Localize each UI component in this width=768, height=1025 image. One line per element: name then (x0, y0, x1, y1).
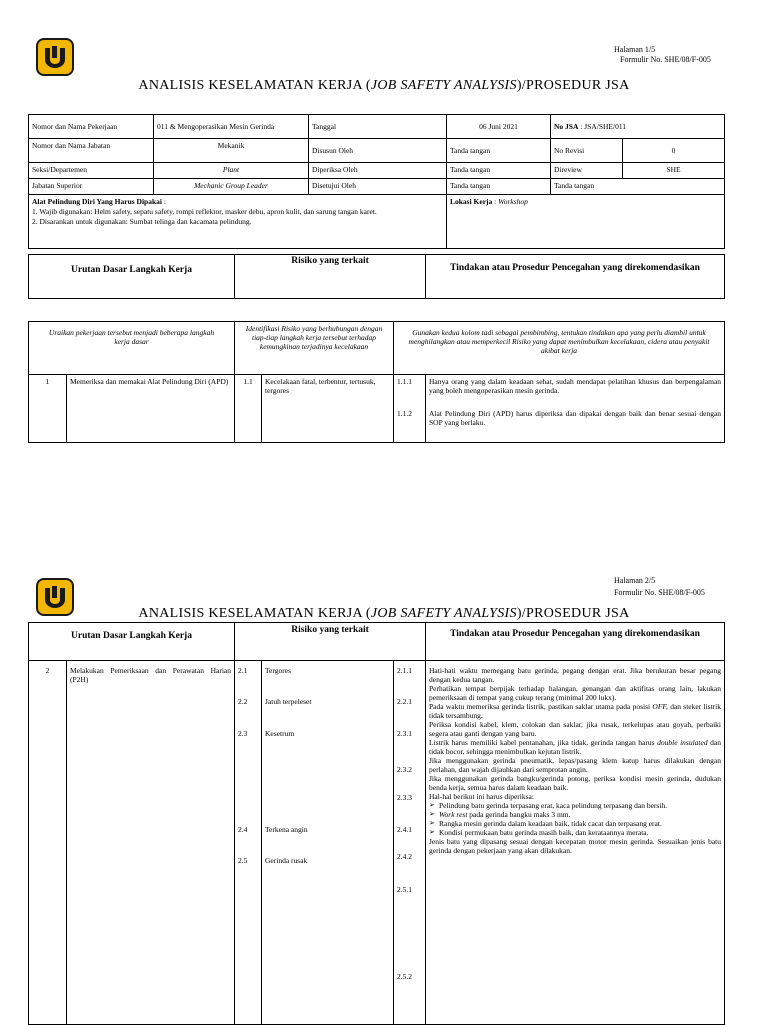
job-value: 011 & Mengoperasikan Mesin Gerinda (154, 115, 309, 139)
step-number: 1 (29, 375, 67, 443)
header-risks: Risiko yang terkait (235, 623, 426, 661)
location-section: Lokasi Kerja : Workshop (447, 195, 725, 249)
position-value: Mekanik (154, 139, 309, 163)
jsa-steps-table (28, 321, 725, 443)
position-label: Nomor dan Nama Jabatan (29, 139, 154, 163)
action-descriptions: Hati-hati waktu memegang batu gerinda, pegang dengan erat. Jika berukuran besar pegang dengan kedua tangan. Perhatikan tempat berpijak terhadap halangan, genangan dan aktifitas orang lain, lakukan pemeriksaan di tempat yang cukup terang (minimal 200 lukx). Pada waktu memeriksa gerinda listrik, pastikan saklar utama pada posisi OFF, dan steker listrik tidak tersambung. Periksa kondisi kabel, klem, colokan dan saklar, jika rusak, terkelupas atau goyah, perbaiki segera atau ganti dengan yang baru. Listrik harus memiliki kabel pentanahan, jika tidak, gerinda tangan harus double insulated dan tidak bocor, sehingga menimbulkan kejutan listrik. Jika menggunakan gerinda pneumatik, lepas/pasang klem katup harus dilakukan dengan perlahan, dan wajah dijauhkan dari semprotan angin. Jika menggunakan gerinda bangku/gerinda potong, periksa kondisi mesin gerinda, dudukan benda kerja, semua harus dalam keadaan baik. Hal-hal berikut ini harus diperiksa: ➢ Pelindung batu gerinda terpasang erat, kaca pelindung terpasang dan bersih. ➢ Work rest pada gerinda bangku maks 3 mm. ➢ Rangka mesin gerinda dalam keadaan baik, tidak cacat dan terpasang erat. ➢ Kondisi permukaan batu gerinda masih baik, dan kerataannya merata. Jenis batu yang dipasang sesuai dengan kecepatan motor mesin gerinda. Sesuaikan jenis batu gerinda dengan pekerjaan yang akan dilakukan. (426, 661, 725, 1025)
jsa-steps-table (28, 660, 725, 1025)
step-description: Memeriksa dan memakai Alat Pelindung Diri (APD) (67, 375, 235, 443)
signature-field: Tanda tangan (447, 179, 551, 195)
ppe-recommended: 2. Disarankan untuk digunakan: Sumbat telinga dan kacamata pelindung. (32, 217, 252, 226)
signature-field: Tanda tangan (551, 179, 725, 195)
document-title: ANALISIS KESELAMATAN KERJA (JOB SAFETY ANALYSIS)/PROSEDUR JSA (138, 606, 630, 621)
page-info (614, 576, 705, 598)
signature-field: Tanda tangan (447, 163, 551, 179)
jsa-number: No JSA : JSA/SHE/011 (551, 115, 725, 139)
checked-label: Diperiksa Oleh (309, 163, 447, 179)
risk-numbers: 2.1 2.2 2.3 2.4 2.5 (235, 661, 262, 1025)
prepared-label: Disusun Oleh (309, 139, 447, 163)
reviewer-label: Direview (551, 163, 623, 179)
table-row (29, 661, 725, 1025)
step-number: 2 (29, 661, 67, 1025)
risk-number: 1.1 (235, 375, 262, 443)
table-row (29, 375, 725, 443)
guide-steps: Uraikan pekerjaan tersebut menjadi beberapa langkah kerja dasar (29, 322, 235, 375)
step-description: Melakukan Pemeriksaan dan Perawatan Harian (P2H) (67, 661, 235, 1025)
superior-value: Mechanic Group Leader (154, 179, 309, 195)
checklist-item: ➢ Pelindung batu gerinda terpasang erat, kaca pelindung terpasang dan bersih. (429, 801, 721, 810)
header-actions: Tindakan atau Prosedur Pencegahan yang direkomendasikan (426, 255, 725, 299)
signature-field: Tanda tangan (447, 139, 551, 163)
form-number: Formulir No. SHE/08/F-005 (620, 55, 711, 64)
job-label: Nomor dan Nama Pekerjaan (29, 115, 154, 139)
header-actions: Tindakan atau Prosedur Pencegahan yang direkomendasikan (426, 623, 725, 661)
page-number: Halaman 1/5 (614, 45, 656, 54)
header-steps: Urutan Dasar Langkah Kerja (29, 255, 235, 299)
date-label: Tanggal (309, 115, 447, 139)
department-value: Plant (154, 163, 309, 179)
page-info (614, 45, 711, 65)
revision-label: No Revisi (551, 139, 623, 163)
company-logo-icon (41, 43, 69, 71)
document-title: ANALISIS KESELAMATAN KERJA (JOB SAFETY ANALYSIS)/PROSEDUR JSA (138, 78, 630, 93)
superior-label: Jabatan Superior (29, 179, 154, 195)
form-number: Formulir No. SHE/08/F-005 (614, 588, 705, 597)
jsa-info-table (28, 114, 725, 249)
company-logo (36, 38, 74, 76)
checklist-item: ➢ Kondisi permukaan batu gerinda masih baik, dan kerataannya merata. (429, 828, 721, 837)
page-number: Halaman 2/5 (614, 576, 656, 585)
header-risks: Risiko yang terkait (235, 255, 426, 299)
action-numbers: 2.1.1 2.2.1 2.3.1 2.3.2 2.3.3 2.4.1 2.4.2 2.5.1 2.5.2 (394, 661, 426, 1025)
checklist-item: ➢ Rangka mesin gerinda dalam keadaan baik, tidak cacat dan terpasang erat. (429, 819, 721, 828)
action-descriptions: Hanya orang yang dalam keadaan sehat, sudah mendapat pelatihan khusus dan berpengalaman yang boleh mengoperasikan mesin gerinda. Alat Pelindung Diri (APD) harus diperiksa dan dipakai dengan baik dan benar sesuai dengan SOP yang berlaku. (426, 375, 725, 443)
risk-descriptions: Tergores Jatuh terpeleset Kesetrum Terkena angin Gerinda rusak (262, 661, 394, 1025)
risk-description: Kecelakaan fatal, terbentur, tertusuk, tergores (262, 375, 394, 443)
column-header-table (28, 622, 725, 661)
ppe-section: Alat Pelindung Diri Yang Harus Dipakai : 1. Wajib digunakan: Helm safety, sepatu safety, rompi reflektor, masker debu, apron kulit, dan sarung tangan karet. 2. Disarankan untuk digunakan: Sumbat telinga dan kacamata pelindung. (29, 195, 447, 249)
department-label: Seksi/Departemen (29, 163, 154, 179)
column-header-table (28, 254, 725, 299)
guide-risks: Identifikasi Risiko yang berhubungan dengan tiap-tiap langkah kerja tersebut terhadap kemungkinan terjadinya kecelakaan (235, 322, 394, 375)
guide-actions: Gunakan kedua kolom tadi sebagai pembimbing, tentukan tindakan apa yang perlu diambil untuk menghilangkan atau memperkecil Risiko yang dapat menimbulkan kecelakaan, cidera atau penyakit akibat kerja (394, 322, 725, 375)
action-numbers: 1.1.1 1.1.2 (394, 375, 426, 443)
date-value: 06 Juni 2021 (447, 115, 551, 139)
approved-label: Disetujui Oleh (309, 179, 447, 195)
ppe-required: 1. Wajib digunakan: Helm safety, sepatu safety, rompi reflektor, masker debu, apron kulit, dan sarung tangan karet. (32, 207, 377, 216)
header-steps: Urutan Dasar Langkah Kerja (29, 623, 235, 661)
reviewer-value: SHE (623, 163, 725, 179)
revision-value: 0 (623, 139, 725, 163)
checklist-item: ➢ Work rest pada gerinda bangku maks 3 mm. (429, 810, 721, 819)
